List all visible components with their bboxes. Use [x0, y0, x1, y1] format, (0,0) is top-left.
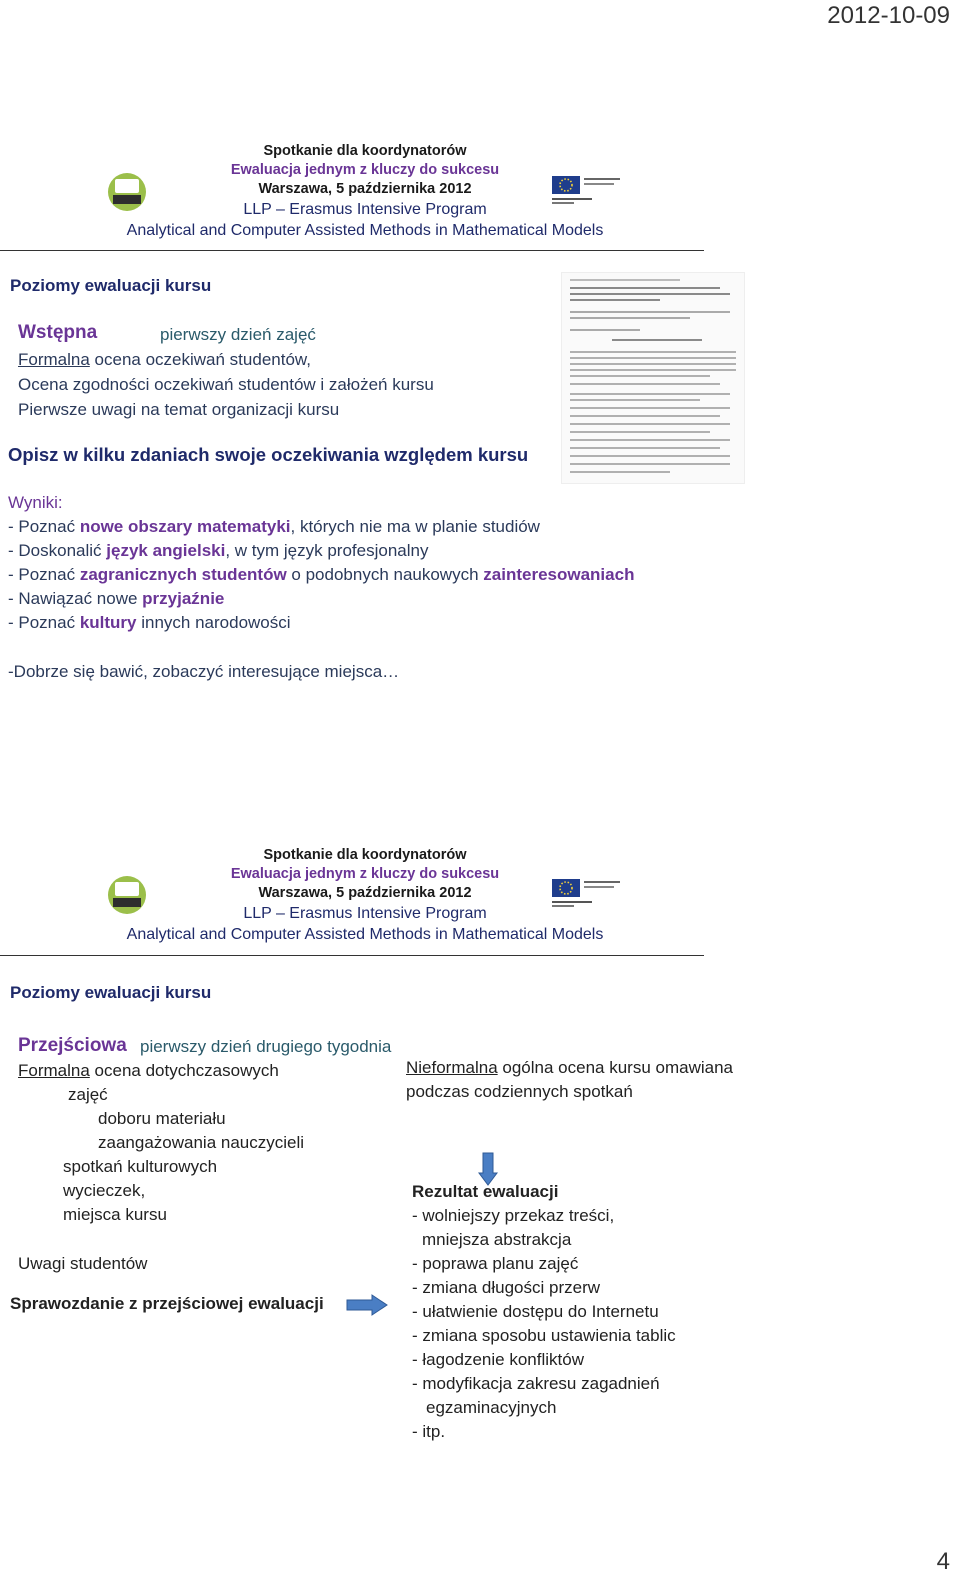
compat-line: Ocena zgodności oczekiwań studentów i założeń kursu	[18, 375, 434, 394]
results-item-highlight: zainteresowaniach	[483, 565, 635, 584]
formal-text: ocena oczekiwań studentów,	[94, 350, 311, 369]
header-line-2: Ewaluacja jednym z kluczy do sukcesu	[230, 866, 500, 882]
eu-erasmus-logo-icon	[552, 877, 628, 909]
header-line-5: Analytical and Computer Assisted Methods in Mathematical Models	[126, 926, 604, 943]
slide-1-header-divider	[0, 250, 704, 251]
formal-text: ocena dotychczasowych	[94, 1061, 279, 1080]
results-item-text: - Poznać	[8, 613, 80, 632]
header-line-2: Ewaluacja jednym z kluczy do sukcesu	[230, 162, 500, 178]
list-item: doboru materiału	[98, 1109, 226, 1128]
results-item	[8, 541, 428, 561]
right-arrow-icon	[346, 1294, 388, 1316]
header-line-1: Spotkanie dla koordynatorów	[263, 847, 467, 863]
informal-line	[406, 1058, 733, 1078]
list-item: zaangażowania nauczycieli	[98, 1133, 305, 1152]
list-item: - wolniejszy przekaz treści,	[412, 1206, 615, 1225]
page-date: 2012-10-09	[827, 2, 950, 29]
results-label: Wyniki:	[8, 493, 63, 512]
slide-1-title: Poziomy ewaluacji kursu	[10, 276, 212, 295]
student-remarks: Uwagi studentów	[18, 1254, 148, 1273]
results-item-text: - Doskonalić	[8, 541, 107, 560]
results-item	[8, 517, 540, 537]
informal-text-2: podczas codziennych spotkań	[406, 1082, 633, 1101]
list-item: - zmiana sposobu ustawienia tablic	[412, 1326, 676, 1345]
results-item	[8, 589, 224, 609]
results-item-highlight: kultury	[79, 613, 137, 632]
header-line-3: Warszawa, 5 października 2012	[258, 181, 472, 197]
list-item: - itp.	[412, 1422, 446, 1441]
eu-erasmus-logo-icon	[552, 174, 628, 206]
level-description: pierwszy dzień zajęć	[160, 325, 316, 344]
slide-2-header-divider	[0, 955, 704, 956]
list-item: - zmiana długości przerw	[412, 1278, 601, 1297]
list-item: miejsca kursu	[63, 1205, 167, 1224]
list-item: - ułatwienie dostępu do Internetu	[412, 1302, 659, 1321]
formal-line	[18, 1061, 279, 1081]
list-item: - modyfikacja zakresu zagadnień	[412, 1374, 660, 1393]
formal-label: Formalna	[18, 1061, 90, 1080]
results-item-text: , których nie ma w planie studiów	[290, 517, 540, 536]
results-last-line: -Dobrze się bawić, zobaczyć interesujące miejsca…	[8, 662, 400, 681]
list-item: mniejsza abstrakcja	[422, 1230, 572, 1249]
formal-label: Formalna	[18, 350, 90, 369]
list-item: spotkań kulturowych	[63, 1157, 218, 1176]
slide-2-title: Poziomy ewaluacji kursu	[10, 983, 212, 1002]
header-line-4: LLP – Erasmus Intensive Program	[243, 905, 487, 922]
results-item-text: - Poznać	[8, 517, 80, 536]
results-item	[8, 613, 291, 633]
results-item-text: , w tym język profesjonalny	[225, 541, 429, 560]
down-arrow-icon	[478, 1152, 498, 1186]
page-number: 4	[936, 1548, 950, 1575]
header-line-1: Spotkanie dla koordynatorów	[263, 143, 467, 159]
level-description: pierwszy dzień drugiego tygodnia	[140, 1037, 392, 1056]
results-item-highlight: przyjaźnie	[142, 589, 225, 608]
report-document-thumbnail	[561, 272, 745, 484]
results-item-highlight: język angielski	[106, 541, 226, 560]
results-item-text: o podobnych naukowych	[286, 565, 484, 584]
remarks-line: Pierwsze uwagi na temat organizacji kursu	[18, 400, 340, 419]
header-line-4: LLP – Erasmus Intensive Program	[243, 201, 487, 218]
formal-line	[18, 350, 311, 370]
informal-text: ogólna ocena kursu omawiana	[502, 1058, 733, 1077]
results-item-highlight: nowe obszary matematyki	[79, 517, 291, 536]
results-item-highlight: zagranicznych studentów	[79, 565, 287, 584]
level-label: Przejściowa	[18, 1035, 127, 1056]
header-line-5: Analytical and Computer Assisted Methods in Mathematical Models	[126, 222, 604, 239]
results-item	[8, 565, 634, 585]
results-item-text: innych narodowości	[136, 613, 291, 632]
level-label: Wstępna	[18, 322, 98, 343]
list-item: - łagodzenie konfliktów	[412, 1350, 584, 1369]
header-line-3: Warszawa, 5 października 2012	[258, 885, 472, 901]
list-item: egzaminacyjnych	[426, 1398, 557, 1417]
result-title: Rezultat ewaluacji	[412, 1182, 559, 1201]
question-text: Opisz w kilku zdaniach swoje oczekiwania względem kursu	[8, 444, 529, 465]
list-item: wycieczek,	[63, 1181, 146, 1200]
list-item: zajęć	[68, 1085, 108, 1104]
results-item-text: - Poznać	[8, 565, 80, 584]
informal-label: Nieformalna	[406, 1058, 498, 1077]
results-item-text: - Nawiązać nowe	[8, 589, 143, 608]
report-label: Sprawozdanie z przejściowej ewaluacji	[10, 1294, 324, 1313]
list-item: - poprawa planu zajęć	[412, 1254, 579, 1273]
